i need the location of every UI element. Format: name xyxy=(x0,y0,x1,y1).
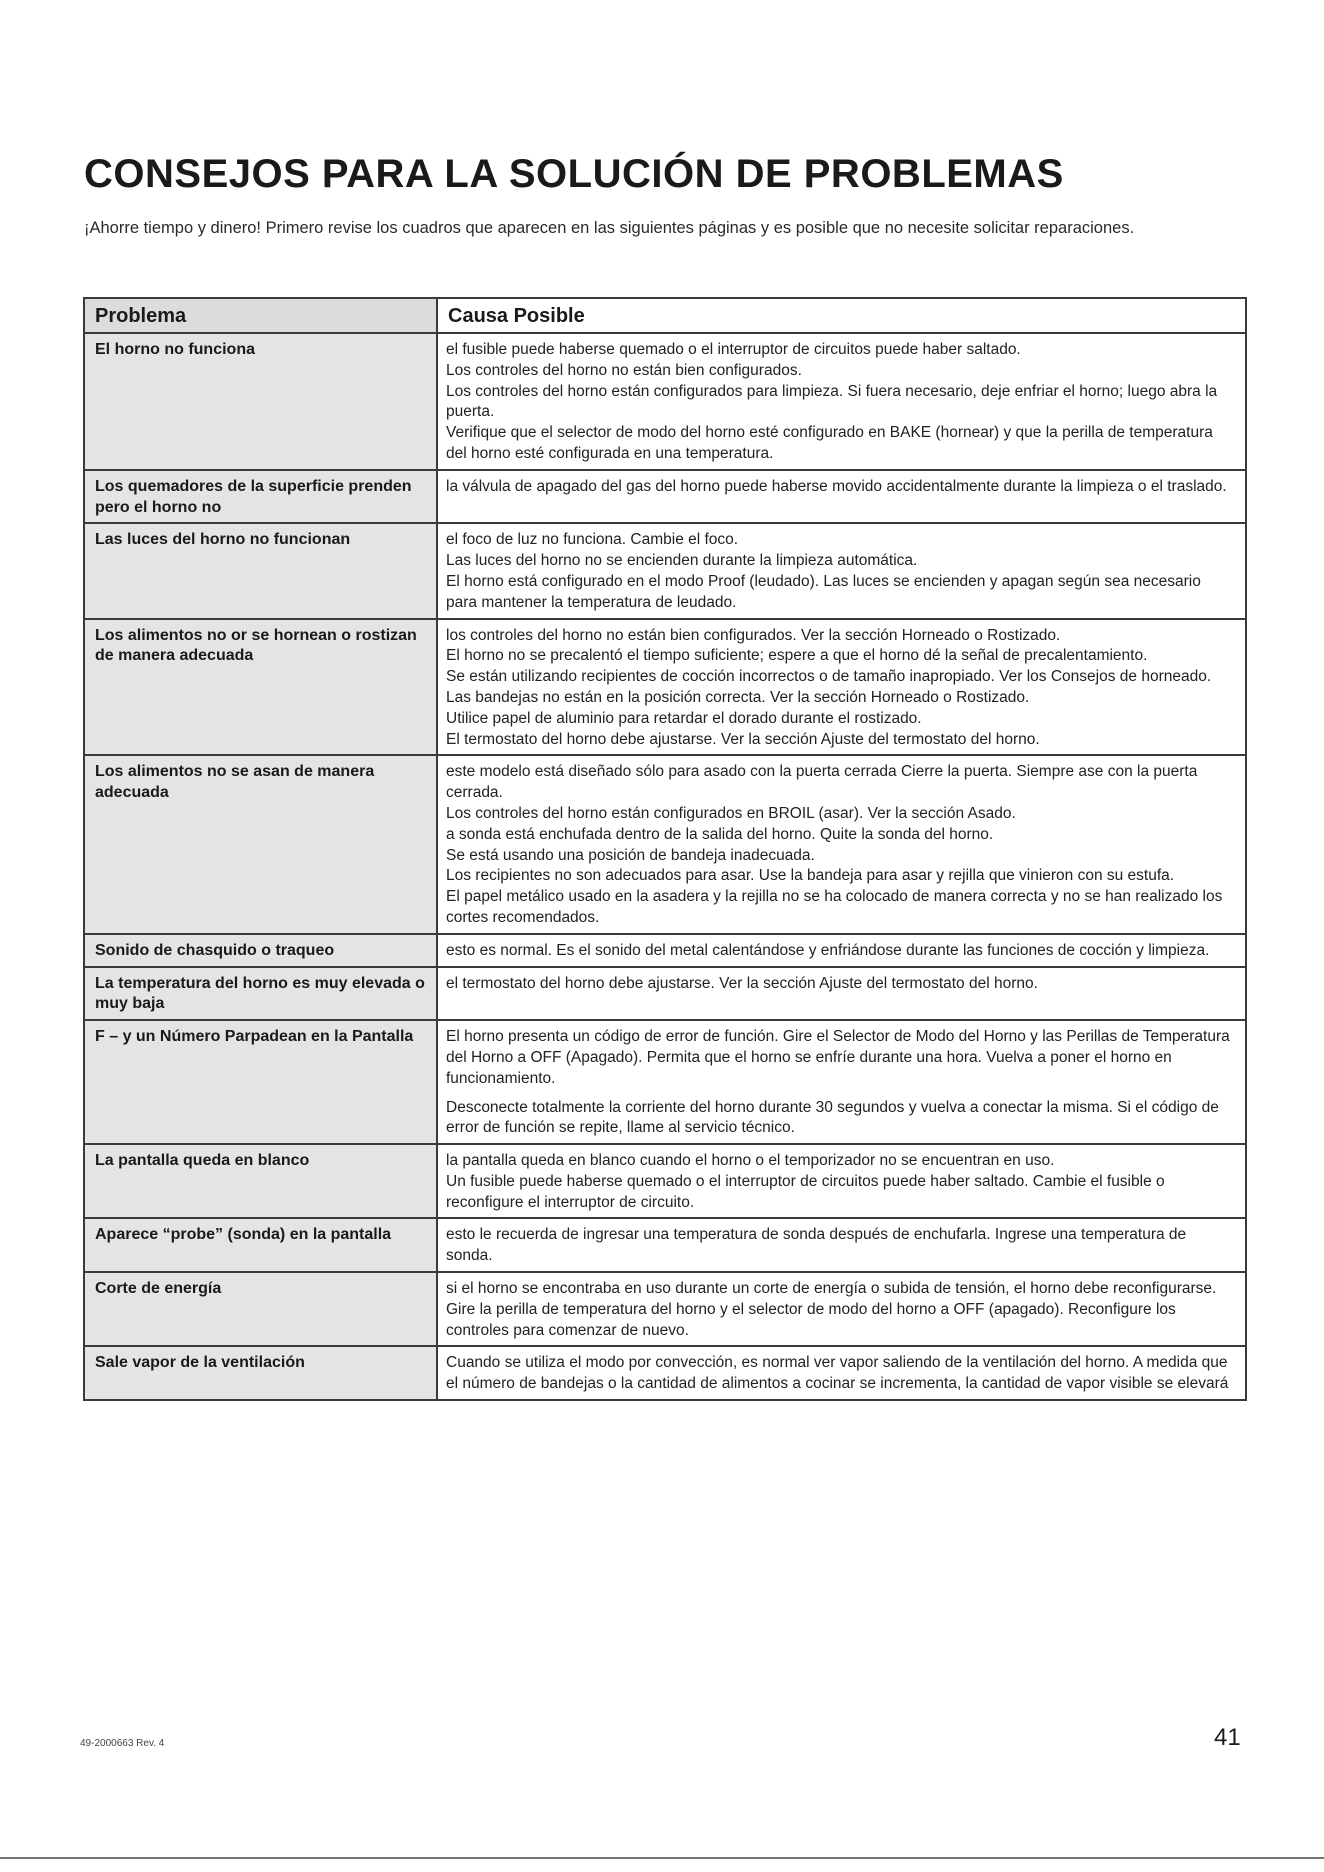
cause-text: El papel metálico usado en la asadera y la rejilla no se ha colocado de manera correcta y no se han realizado los cortes recomendados. xyxy=(446,888,1223,926)
cause-text: Las bandejas no están en la posición correcta. Ver la sección Horneado o Rostizado. xyxy=(446,688,1030,706)
cause-cell xyxy=(437,1020,1246,1144)
intro-text: ¡Ahorre tiempo y dinero! Primero revise los cuadros que aparecen en las siguientes páginas y es posible que no necesite solicitar reparaciones. xyxy=(84,219,1135,237)
cause-cell xyxy=(437,934,1246,967)
table-row xyxy=(84,755,1246,933)
table-body xyxy=(84,333,1246,1400)
table-row xyxy=(84,1144,1246,1218)
cause-text: Un fusible puede haberse quemado o el interruptor de circuitos puede haber saltado. Cambie el fusible o reconfigure el interruptor de circuito. xyxy=(446,1172,1165,1211)
cause-text: Cuando se utiliza el modo por convección, es normal ver vapor saliendo de la ventilación del horno. A medida que el número de bandejas o la cantidad de alimentos a cocinar se incrementa, la cantidad de vapor visible se elevará xyxy=(446,1354,1229,1393)
cause-cell xyxy=(437,619,1246,756)
cause-text: Las luces del horno no se encienden durante la limpieza automática. xyxy=(446,552,918,570)
cause-cell xyxy=(437,1346,1246,1400)
problem-cell: La pantalla queda en blanco xyxy=(84,1144,437,1218)
bottom-rule xyxy=(0,1857,1324,1859)
problem-cell: F – y un Número Parpadean en la Pantalla xyxy=(84,1020,437,1144)
table-row xyxy=(84,470,1246,524)
cause-text: Los controles del horno están configurados para limpieza. Si fuera necesario, deje enfriar el horno; luego abra la puerta. xyxy=(446,382,1218,421)
cause-text: Utilice papel de aluminio para retardar el dorado durante el rostizado. xyxy=(446,709,922,727)
cause-text: a sonda está enchufada dentro de la salida del horno. Quite la sonda del horno. xyxy=(446,825,994,843)
cause-cell xyxy=(437,333,1246,470)
cause-text: el foco de luz no funciona. Cambie el foco. xyxy=(446,531,739,549)
cause-text: El horno no se precalentó el tiempo suficiente; espere a que el horno dé la señal de precalentamiento. xyxy=(446,647,1148,665)
cause-text: esto es normal. Es el sonido del metal calentándose y enfriándose durante las funciones de cocción y limpieza. xyxy=(446,941,1210,959)
cause-cell xyxy=(437,523,1246,618)
problem-cell: La temperatura del horno es muy elevada o muy baja xyxy=(84,967,437,1021)
cause-cell xyxy=(437,1218,1246,1272)
cause-cell xyxy=(437,967,1246,1021)
cause-text: la pantalla queda en blanco cuando el horno o el temporizador no se encuentran en uso. xyxy=(446,1152,1055,1170)
cause-cell xyxy=(437,1272,1246,1346)
cause-text: si el horno se encontraba en uso durante un corte de energía o subida de tensión, el horno debe reconfigurarse. Gire la perilla de temperatura del horno y el selector de modo del horno a OFF (apagado). Reconfigure los controles para comenzar de nuevo. xyxy=(446,1280,1217,1339)
cause-text: el termostato del horno debe ajustarse. Ver la sección Ajuste del termostato del horno. xyxy=(446,974,1038,992)
cause-text: El termostato del horno debe ajustarse. Ver la sección Ajuste del termostato del horno. xyxy=(446,730,1040,748)
table-row xyxy=(84,1346,1246,1400)
table-row xyxy=(84,619,1246,756)
problem-cell: El horno no funciona xyxy=(84,333,437,470)
cause-text: Desconecte totalmente la corriente del horno durante 30 segundos y vuelva a conectar la misma. Si el código de error de función se repite, llame al servicio técnico. xyxy=(446,1098,1219,1137)
problem-cell: Los quemadores de la superficie prenden pero el horno no xyxy=(84,470,437,524)
column-header-cause: Causa Posible xyxy=(437,298,1246,333)
table-row xyxy=(84,1272,1246,1346)
cause-text: este modelo está diseñado sólo para asado con la puerta cerrada Cierre la puerta. Siempre ase con la puerta cerrada. xyxy=(446,763,1198,802)
page-number: 41 xyxy=(1214,1724,1241,1751)
cause-text: Los controles del horno no están bien configurados. xyxy=(446,361,802,379)
problem-cell: Sonido de chasquido o traqueo xyxy=(84,934,437,967)
problem-cell: Aparece “probe” (sonda) en la pantalla xyxy=(84,1218,437,1272)
table-row xyxy=(84,1020,1246,1144)
cause-text: Se está usando una posición de bandeja inadecuada. xyxy=(446,846,815,864)
cause-text: los controles del horno no están bien configurados. Ver la sección Horneado o Rostizado. xyxy=(446,626,1061,644)
problem-cell: Sale vapor de la ventilación xyxy=(84,1346,437,1400)
document-id: 49-2000663 Rev. 4 xyxy=(80,1738,165,1749)
cause-text: esto le recuerda de ingresar una temperatura de sonda después de enchufarla. Ingrese una temperatura de sonda. xyxy=(446,1226,1187,1265)
problem-cell: Las luces del horno no funcionan xyxy=(84,523,437,618)
cause-text: Los recipientes no son adecuados para asar. Use la bandeja para asar y rejilla que vinieron con su estufa. xyxy=(446,867,1175,885)
table-header-row xyxy=(84,298,1246,333)
column-header-problem: Problema xyxy=(84,298,437,333)
table-row xyxy=(84,523,1246,618)
cause-text: el fusible puede haberse quemado o el interruptor de circuitos puede haber saltado. xyxy=(446,341,1021,358)
problem-cell: Los alimentos no or se hornean o rostizan de manera adecuada xyxy=(84,619,437,756)
cause-text: Los controles del horno están configurados en BROIL (asar). Ver la sección Asado. xyxy=(446,804,1016,822)
troubleshooting-table xyxy=(83,297,1247,1401)
table-row xyxy=(84,967,1246,1021)
table-row xyxy=(84,333,1246,470)
table-row xyxy=(84,934,1246,967)
cause-text: Verifique que el selector de modo del horno esté configurado en BAKE (hornear) y que la perilla de temperatura del horno esté configurada en una temperatura. xyxy=(446,424,1213,462)
problem-cell: Corte de energía xyxy=(84,1272,437,1346)
cause-cell xyxy=(437,470,1246,524)
table-row xyxy=(84,1218,1246,1272)
cause-text: Se están utilizando recipientes de cocción incorrectos o de tamaño inapropiado. Ver los Consejos de horneado. xyxy=(446,668,1212,686)
cause-text: El horno está configurado en el modo Proof (leudado). Las luces se encienden y apagan según sea necesario para mantener la temperatura de leudado. xyxy=(446,572,1201,611)
problem-cell: Los alimentos no se asan de manera adecuada xyxy=(84,755,437,933)
cause-text: la válvula de apagado del gas del horno puede haberse movido accidentalmente durante la limpieza o el traslado. xyxy=(446,477,1227,495)
cause-text: El horno presenta un código de error de función. Gire el Selector de Modo del Horno y las Perillas de Temperatura del Horno a OFF (Apagado). Permita que el horno se enfríe durante una hora. Vuelva a poner el horno en funcionamiento. xyxy=(446,1028,1230,1087)
cause-cell xyxy=(437,1144,1246,1218)
cause-cell xyxy=(437,755,1246,933)
page-title: CONSEJOS PARA LA SOLUCIÓN DE PROBLEMAS xyxy=(84,152,1064,196)
